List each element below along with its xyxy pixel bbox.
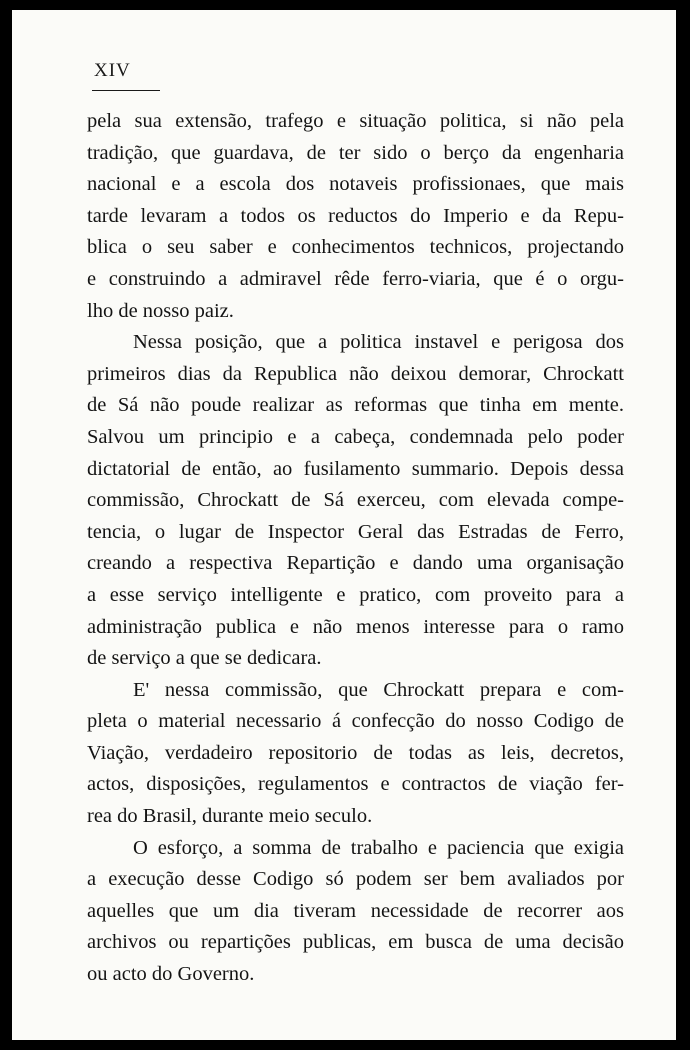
page-number: XIV [94,60,131,81]
text-line: tradição, que guardava, de ter sido o berço da engenharia [87,141,624,164]
text-line: actos, disposições, regulamentos e contractos de viação fer- [87,773,624,796]
text-line: Nessa posição, que a politica instavel e perigosa dos [133,331,624,354]
text-line: primeiros dias da Republica não deixou demorar, Chrockatt [87,362,624,385]
text-line: O esforço, a somma de trabalho e paciencia que exigia [133,836,624,859]
text-line: aquelles que um dia tiveram necessidade de recorrer aos [87,899,624,922]
text-line: pela sua extensão, trafego e situação politica, si não pela [87,110,624,132]
text-line: dictatorial de então, ao fusilamento summario. Depois dessa [87,457,624,480]
text-line: de Sá não poude realizar as reformas que tinha em mente. [87,394,624,417]
text-line: archivos ou repartições publicas, em busca de uma decisão [87,931,624,954]
text-line: Salvou um principio e a cabeça, condemnada pelo poder [87,425,624,448]
paragraph-4 [87,833,624,991]
text-line: tencia, o lugar de Inspector Geral das Estradas de Ferro, [87,520,624,543]
text-line: a execução desse Codigo só podem ser bem avaliados por [87,868,624,891]
paragraph-3 [87,675,624,833]
text-line: Viação, verdadeiro repositorio de todas as leis, decretos, [87,741,624,764]
text-line: administração publica e não menos interesse para o ramo [87,615,624,638]
text-line: E' nessa commissão, que Chrockatt prepara e com- [133,678,624,701]
text-line: nacional e a escola dos notaveis profissionaes, que mais [87,173,624,196]
body-text [87,106,624,991]
text-line: pleta o material necessario á confecção do nosso Codigo de [87,710,624,733]
text-line: tarde levaram a todos os reductos do Imperio e da Repu- [87,204,624,227]
paragraph-1 [87,106,624,327]
header-rule [92,90,160,91]
text-line: commissão, Chrockatt de Sá exerceu, com elevada compe- [87,489,624,512]
text-line: rea do Brasil, durante meio seculo. [87,805,373,828]
text-line: ou acto do Governo. [87,963,255,986]
text-line: a esse serviço intelligente e pratico, com proveito para a [87,583,624,606]
text-line: creando a respectiva Repartição e dando uma organisação [87,552,624,575]
text-line: lho de nosso paiz. [87,299,234,322]
text-line: blica o seu saber e conhecimentos technicos, projectando [87,236,624,259]
text-line: e construindo a admiravel rêde ferro-viaria, que é o orgu- [87,267,624,290]
text-line: de serviço a que se dedicara. [87,647,322,670]
book-page [12,10,676,1040]
paragraph-2 [87,327,624,675]
